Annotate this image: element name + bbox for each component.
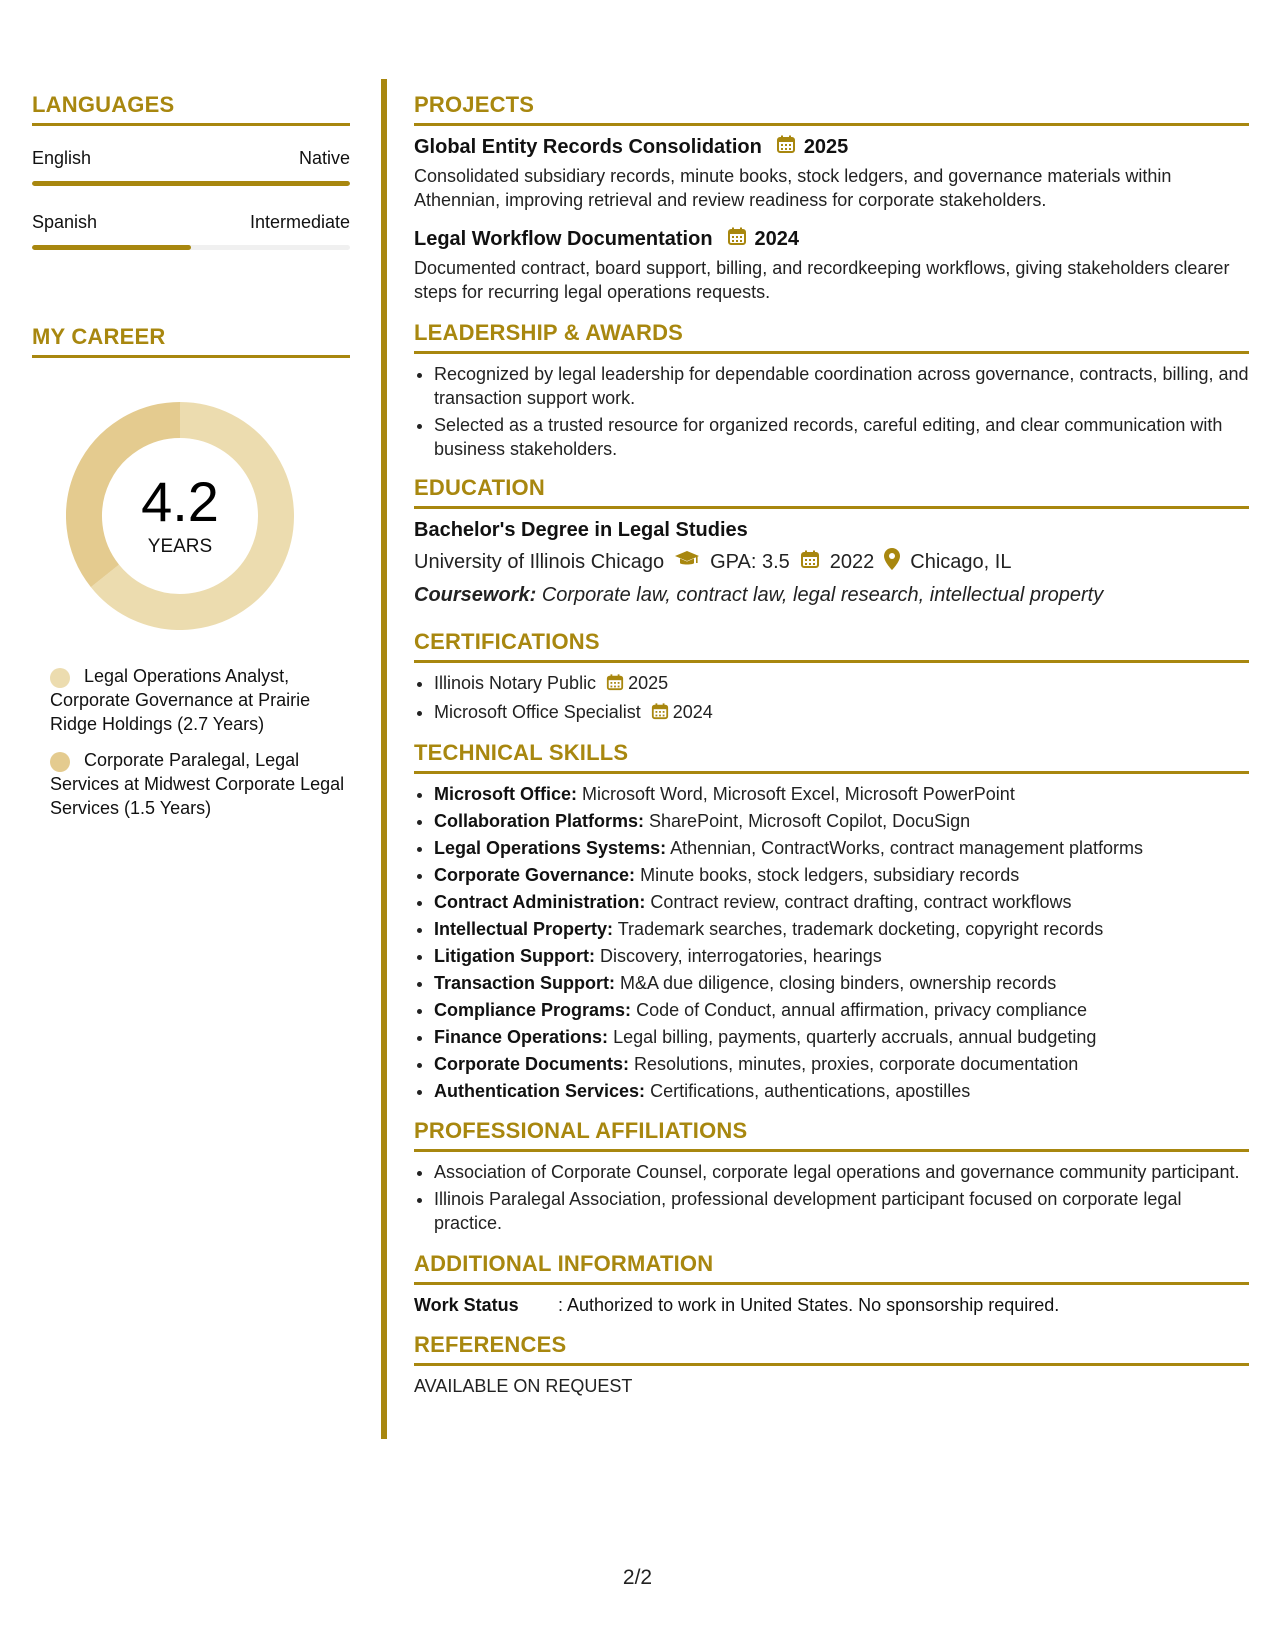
leadership-title: LEADERSHIP & AWARDS — [414, 320, 1249, 354]
language-level: Native — [298, 148, 350, 168]
certification-item — [434, 700, 1249, 726]
skill-item — [434, 836, 1249, 861]
project-name: Legal Workflow Documentation — [414, 227, 713, 250]
left-column — [32, 92, 350, 832]
skills-list — [414, 782, 1249, 1104]
education-year: 2022 — [829, 550, 875, 573]
leadership-list — [414, 362, 1249, 461]
legend-dot — [50, 668, 70, 688]
career-item-label: Corporate Paralegal, Legal Services at Midwest Corporate Legal Services (1.5 Years) — [50, 750, 345, 818]
language-bar — [32, 181, 350, 186]
certification-name: Microsoft Office Specialist — [434, 702, 641, 722]
language-name: English — [32, 148, 92, 168]
skill-item — [434, 917, 1249, 942]
project-desc: Consolidated subsidiary records, minute books, stock ledgers, and governance materials within Athennian, improving retrieval and review readiness for corporate stakeholders. — [414, 166, 1172, 210]
skill-item — [434, 1079, 1249, 1104]
education-coursework — [414, 584, 1249, 607]
certifications-title: CERTIFICATIONS — [414, 629, 1249, 663]
affiliations-title: PROFESSIONAL AFFILIATIONS — [414, 1118, 1249, 1152]
skill-category: Authentication Services: — [434, 1081, 646, 1101]
certification-year: 2024 — [672, 702, 713, 722]
skills-title: TECHNICAL SKILLS — [414, 740, 1249, 774]
language-bar-fill — [32, 181, 350, 186]
skill-values: Resolutions, minutes, proxies, corporate documentation — [634, 1054, 1079, 1074]
skill-values: SharePoint, Microsoft Copilot, DocuSign — [649, 811, 971, 831]
language-english — [32, 148, 350, 186]
coursework-text: Corporate law, contract law, legal research, intellectual property — [541, 584, 1104, 606]
calendar-icon — [606, 673, 624, 697]
certification-year: 2025 — [628, 673, 669, 693]
references-title: REFERENCES — [414, 1332, 1249, 1366]
affiliations-list — [414, 1160, 1249, 1235]
skill-item — [434, 863, 1249, 888]
language-level: Intermediate — [249, 212, 350, 232]
career-unit: YEARS — [147, 536, 213, 557]
career-legend — [32, 664, 350, 820]
skill-item — [434, 1052, 1249, 1077]
skill-values: Discovery, interrogatories, hearings — [599, 946, 882, 966]
skill-category: Contract Administration: — [434, 892, 646, 912]
project-year: 2024 — [754, 227, 800, 250]
career-donut-chart — [66, 402, 294, 630]
skill-category: Corporate Documents: — [434, 1054, 630, 1074]
references-text: AVAILABLE ON REQUEST — [414, 1376, 633, 1396]
project-desc: Documented contract, board support, billing, and recordkeeping workflows, giving stakeholders clearer steps for recurring legal operations requests. — [414, 258, 1230, 302]
project-name: Global Entity Records Consolidation — [414, 135, 762, 158]
calendar-icon — [727, 226, 747, 252]
education-gpa: GPA: 3.5 — [710, 550, 790, 573]
education-school: University of Illinois Chicago — [414, 550, 665, 573]
career-total: 4.2 — [141, 470, 219, 533]
skill-category: Intellectual Property: — [434, 919, 614, 939]
certification-item — [434, 671, 1249, 697]
skill-values: M&A due diligence, closing binders, ownership records — [620, 973, 1057, 993]
certification-name: Illinois Notary Public — [434, 673, 597, 693]
additional-value: : Authorized to work in United States. No sponsorship required. — [558, 1295, 1060, 1315]
list-item: • Illinois Paralegal Association, professional development participant focused on corporate legal practice. — [434, 1187, 1249, 1235]
skill-values: Athennian, ContractWorks, contract management platforms — [670, 838, 1143, 858]
graduation-cap-icon — [674, 549, 700, 575]
language-bar — [32, 245, 350, 250]
skill-item — [434, 1025, 1249, 1050]
skill-category: Transaction Support: — [434, 973, 616, 993]
project-year: 2025 — [803, 135, 849, 158]
calendar-icon — [651, 702, 669, 726]
skill-category: Legal Operations Systems: — [434, 838, 667, 858]
project-item — [414, 134, 1249, 212]
skill-category: Litigation Support: — [434, 946, 595, 966]
skill-values: Trademark searches, trademark docketing, copyright records — [617, 919, 1104, 939]
skill-category: Finance Operations: — [434, 1027, 609, 1047]
skill-category: Microsoft Office: — [434, 784, 578, 804]
additional-row — [414, 1295, 1249, 1316]
skill-item — [434, 782, 1249, 807]
career-title: MY CAREER — [32, 324, 350, 358]
skill-category: Collaboration Platforms: — [434, 811, 645, 831]
map-pin-icon — [884, 548, 900, 576]
right-column — [414, 92, 1249, 1397]
languages-title: LANGUAGES — [32, 92, 350, 126]
language-bar-fill — [32, 245, 191, 250]
project-item — [414, 226, 1249, 304]
skill-values: Code of Conduct, annual affirmation, privacy compliance — [636, 1000, 1087, 1020]
donut-center — [66, 402, 294, 630]
skill-values: Minute books, stock ledgers, subsidiary records — [640, 865, 1020, 885]
skill-category: Corporate Governance: — [434, 865, 636, 885]
list-item: • Recognized by legal leadership for dependable coordination across governance, contracts, billing, and transaction support work. — [434, 362, 1249, 410]
skill-item — [434, 998, 1249, 1023]
skill-item — [434, 971, 1249, 996]
list-item: • Association of Corporate Counsel, corporate legal operations and governance community participant. — [434, 1160, 1249, 1184]
education-title: EDUCATION — [414, 475, 1249, 509]
skill-item — [434, 809, 1249, 834]
page-number: 2/2 — [622, 1566, 653, 1589]
skill-category: Compliance Programs: — [434, 1000, 632, 1020]
skill-values: Microsoft Word, Microsoft Excel, Microsoft PowerPoint — [582, 784, 1015, 804]
career-item-label: Legal Operations Analyst, Corporate Governance at Prairie Ridge Holdings (2.7 Years) — [50, 666, 311, 734]
projects-title: PROJECTS — [414, 92, 1249, 126]
list-item: • Selected as a trusted resource for organized records, careful editing, and clear communication with business stakeholders. — [434, 413, 1249, 461]
column-divider — [381, 79, 387, 1439]
skill-values: Legal billing, payments, quarterly accruals, annual budgeting — [613, 1027, 1097, 1047]
additional-key: Work Status — [414, 1295, 519, 1315]
language-name: Spanish — [32, 212, 98, 232]
language-spanish — [32, 212, 350, 250]
certifications-list — [414, 671, 1249, 726]
legend-dot — [50, 752, 70, 772]
skill-item — [434, 890, 1249, 915]
skill-item — [434, 944, 1249, 969]
calendar-icon — [800, 549, 820, 575]
career-item — [50, 748, 350, 820]
education-degree: Bachelor's Degree in Legal Studies — [414, 519, 748, 541]
education-details — [414, 548, 1249, 576]
education-location: Chicago, IL — [910, 550, 1012, 573]
career-item — [50, 664, 350, 736]
skill-values: Certifications, authentications, apostilles — [650, 1081, 971, 1101]
calendar-icon — [776, 134, 796, 160]
coursework-label: Coursework: — [414, 584, 537, 606]
additional-title: ADDITIONAL INFORMATION — [414, 1251, 1249, 1285]
skill-values: Contract review, contract drafting, contract workflows — [650, 892, 1072, 912]
